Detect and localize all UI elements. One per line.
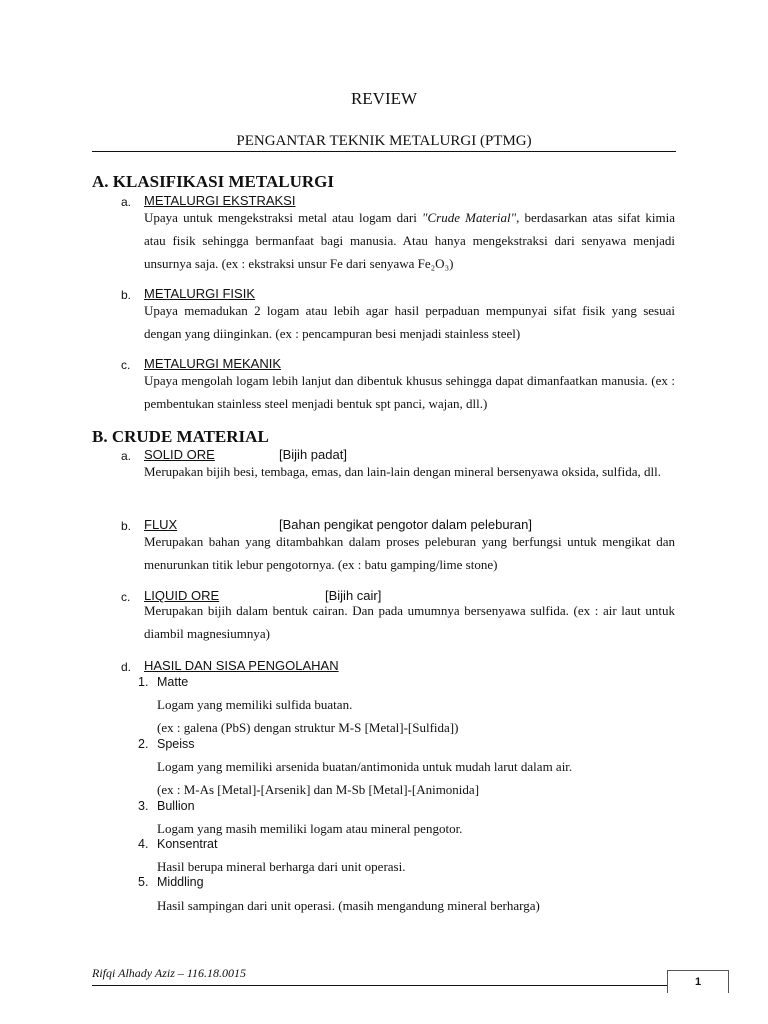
item-paragraph: Merupakan bijih besi, tembaga, emas, dan lain-lain dengan mineral bersenyawa oksida, sulfida, dll. — [144, 464, 661, 479]
item-title: METALURGI FISIK — [144, 286, 255, 301]
item-paragraph: Upaya mengolah logam lebih lanjut dan dibentuk khusus sehingga dapat dimanfaatkan manusia. (ex : pembentukan stainless steel menjadi bentuk spt panci, wajan, dll.) — [144, 373, 675, 411]
page-number: 1 — [667, 970, 729, 993]
subitem-name: Speiss — [157, 737, 195, 751]
subitem-name: Bullion — [157, 799, 195, 813]
item-paragraph: Upaya untuk mengekstraksi metal atau logam dari "Crude Material", berdasarkan atas sifat kimia atau fisik sehingga bermanfaat bagi manusia. Atau hanya mengekstraksi dari senyawa menjadi unsurnya saja. (ex : ekstraksi unsur Fe dari senyawa Fe₂O₃) — [144, 210, 675, 271]
item-title: LIQUID ORE — [144, 588, 220, 603]
document-subtitle: PENGANTAR TEKNIK METALURGI (PTMG) — [236, 133, 532, 149]
subitem-line: Hasil sampingan dari unit operasi. (masih mengandung mineral berharga) — [157, 898, 540, 913]
item-bracket: [Bijih padat] — [279, 447, 347, 462]
item-marker: c. — [121, 590, 131, 604]
item-marker: d. — [121, 660, 132, 674]
section-a-heading: A. KLASIFIKASI METALURGI — [92, 172, 334, 191]
subitem-number: 5. — [138, 875, 149, 889]
item-marker: b. — [121, 288, 132, 302]
subitem-name: Konsentrat — [157, 837, 218, 851]
item-marker: a. — [121, 449, 132, 463]
subitem-line: Hasil berupa mineral berharga dari unit operasi. — [157, 859, 406, 874]
item-bracket: [Bahan pengikat pengotor dalam peleburan] — [279, 517, 532, 532]
item-paragraph: Upaya memadukan 2 logam atau lebih agar hasil perpaduan mempunyai sifat fisik yang sesuai dengan yang diinginkan. (ex : pencampuran besi menjadi stainless steel) — [144, 303, 675, 341]
subitem-number: 1. — [138, 675, 149, 689]
item-paragraph: Merupakan bahan yang ditambahkan dalam proses peleburan yang berfungsi untuk mengikat dan menurunkan titik lebur pengotornya. (ex : batu gamping/lime stone) — [144, 534, 675, 572]
item-title: FLUX — [144, 517, 178, 532]
title-rule — [92, 151, 676, 152]
item-title: METALURGI EKSTRAKSI — [144, 193, 296, 208]
item-bracket: [Bijih cair] — [325, 588, 382, 603]
subitem-line: Logam yang memiliki sulfida buatan. — [157, 697, 353, 712]
subitem-number: 3. — [138, 799, 149, 813]
subitem-number: 4. — [138, 837, 149, 851]
item-marker: a. — [121, 195, 132, 209]
subitem-name: Matte — [157, 675, 189, 689]
document-title: REVIEW — [350, 89, 418, 108]
item-paragraph: Merupakan bijih dalam bentuk cairan. Dan pada umumnya bersenyawa sulfida. (ex : air laut untuk diambil magnesiumnya) — [144, 603, 675, 641]
subitem-line: Logam yang masih memiliki logam atau mineral pengotor. — [157, 821, 463, 836]
subitem-line: (ex : galena (PbS) dengan struktur M-S [Metal]-[Sulfida]) — [157, 720, 459, 735]
footer-rule — [92, 985, 676, 986]
item-title: HASIL DAN SISA PENGOLAHAN — [144, 658, 339, 673]
section-b-heading: B. CRUDE MATERIAL — [92, 427, 269, 446]
item-title: METALURGI MEKANIK — [144, 356, 282, 371]
item-marker: c. — [121, 358, 131, 372]
subitem-line: Logam yang memiliki arsenida buatan/antimonida untuk mudah larut dalam air. — [157, 759, 573, 774]
footer-author: Rifqi Alhady Aziz – 116.18.0015 — [92, 966, 247, 980]
item-marker: b. — [121, 519, 132, 533]
item-title: SOLID ORE — [144, 447, 215, 462]
subitem-number: 2. — [138, 737, 149, 751]
subitem-line: (ex : M-As [Metal]-[Arsenik] dan M-Sb [Metal]-[Animonida] — [157, 782, 480, 797]
subitem-name: Middling — [157, 875, 204, 889]
